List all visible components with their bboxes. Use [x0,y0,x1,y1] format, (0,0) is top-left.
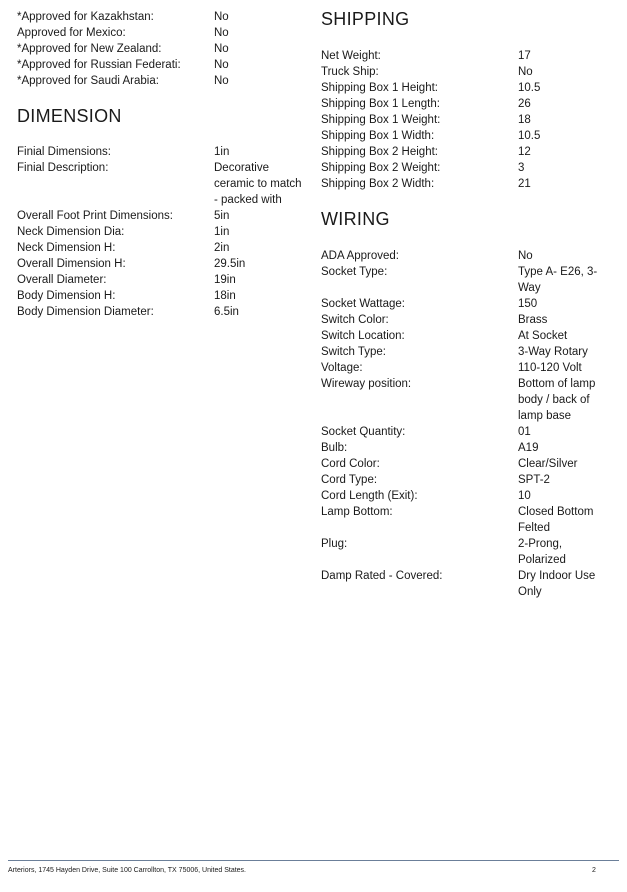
spec-row [321,440,621,456]
shipping-heading: SHIPPING [321,9,410,29]
spec-label: Damp Rated - Covered: [321,570,443,582]
spec-row [321,248,621,264]
spec-label: ADA Approved: [321,250,399,262]
spec-row [321,296,621,312]
spec-label: *Approved for New Zealand: [17,43,162,55]
spec-value: Type A- E26, 3-Way [518,266,598,294]
spec-label: Switch Color: [321,314,389,326]
spec-value: No [518,66,533,78]
spec-label: Cord Length (Exit): [321,490,418,502]
spec-value: 3 [518,162,525,174]
spec-row [321,456,621,472]
spec-label: Cord Color: [321,458,380,470]
spec-label: Lamp Bottom: [321,506,393,518]
spec-value: No [214,43,229,55]
spec-value: 10.5 [518,82,541,94]
footer-divider [8,860,619,861]
spec-value: No [518,250,533,262]
dimension-list [17,144,307,320]
spec-row [17,272,307,288]
spec-label: Shipping Box 2 Height: [321,146,438,158]
spec-row [321,128,621,144]
spec-value: 5in [214,210,230,222]
spec-row [321,344,621,360]
spec-row [321,488,621,504]
spec-row [321,328,621,344]
spec-row [321,536,621,568]
spec-row [321,424,621,440]
spec-label: Approved for Mexico: [17,27,126,39]
spec-row [321,568,621,600]
spec-value: No [214,27,229,39]
spec-row [17,224,307,240]
spec-label: Body Dimension H: [17,290,116,302]
spec-value: 12 [518,146,531,158]
spec-label: Voltage: [321,362,363,374]
spec-label: Switch Location: [321,330,405,342]
spec-row [17,25,307,41]
spec-row [17,41,307,57]
spec-row [17,304,307,320]
spec-row [17,288,307,304]
spec-value: 110-120 Volt [518,362,582,374]
spec-label: Shipping Box 1 Length: [321,98,440,110]
spec-row [321,160,621,176]
spec-value: 21 [518,178,531,190]
spec-label: *Approved for Kazakhstan: [17,11,154,23]
spec-row [321,312,621,328]
footer-address: Arteriors, 1745 Hayden Drive, Suite 100 Carrollton, TX 75006, United States. [8,867,246,874]
approvals-list [17,9,307,89]
spec-row [321,48,621,64]
spec-label: Finial Description: [17,162,109,174]
spec-label: Body Dimension Diameter: [17,306,154,318]
spec-value: 3-Way Rotary [518,346,588,358]
spec-label: Switch Type: [321,346,386,358]
spec-row [321,376,621,424]
spec-value: 1in [214,226,230,238]
spec-value: Closed Bottom Felted [518,506,594,534]
spec-label: Overall Foot Print Dimensions: [17,210,173,222]
spec-label: Shipping Box 1 Height: [321,82,438,94]
spec-label: Socket Wattage: [321,298,405,310]
spec-value: 01 [518,426,531,438]
spec-value: 150 [518,298,538,310]
spec-label: Socket Quantity: [321,426,406,438]
spec-value: Dry Indoor Use Only [518,570,596,598]
spec-row [17,144,307,160]
wiring-list [321,248,621,600]
spec-label: Neck Dimension Dia: [17,226,125,238]
spec-value: 19in [214,274,236,286]
spec-label: Neck Dimension H: [17,242,116,254]
spec-value: 1in [214,146,230,158]
spec-value: Decorative ceramic to match - packed with [214,162,302,206]
spec-label: Truck Ship: [321,66,379,78]
spec-row [321,504,621,536]
spec-row [17,240,307,256]
spec-value: 17 [518,50,531,62]
spec-label: Shipping Box 2 Width: [321,178,435,190]
spec-value: Clear/Silver [518,458,578,470]
spec-value: No [214,11,229,23]
spec-label: Bulb: [321,442,348,454]
spec-value: 10 [518,490,531,502]
spec-row [17,57,307,73]
spec-value: No [214,75,229,87]
spec-value: 6.5in [214,306,239,318]
spec-label: Net Weight: [321,50,381,62]
spec-label: Wireway position: [321,378,412,390]
spec-row [17,9,307,25]
spec-value: 18in [214,290,236,302]
spec-value: At Socket [518,330,568,342]
spec-row [321,472,621,488]
spec-row [321,96,621,112]
spec-value: Brass [518,314,548,326]
spec-label: *Approved for Saudi Arabia: [17,75,159,87]
spec-label: Overall Dimension H: [17,258,126,270]
spec-value: 18 [518,114,531,126]
spec-label: Plug: [321,538,348,550]
spec-label: Finial Dimensions: [17,146,111,158]
spec-value: Bottom of lamp body / back of lamp base [518,378,596,422]
spec-row [17,160,307,208]
spec-row [17,73,307,89]
spec-value: 2-Prong, Polarized [518,538,566,566]
spec-label: Overall Diameter: [17,274,107,286]
wiring-heading: WIRING [321,209,390,229]
spec-row [321,64,621,80]
spec-row [321,360,621,376]
spec-row [321,144,621,160]
spec-row [321,80,621,96]
spec-value: A19 [518,442,539,454]
spec-row [321,112,621,128]
spec-row [321,264,621,296]
spec-label: Shipping Box 2 Weight: [321,162,441,174]
spec-label: Shipping Box 1 Weight: [321,114,441,126]
page-number: 2 [592,867,596,874]
spec-value: No [214,59,229,71]
spec-value: SPT-2 [518,474,550,486]
spec-label: Socket Type: [321,266,388,278]
spec-row [321,176,621,192]
spec-row [17,208,307,224]
spec-value: 10.5 [518,130,541,142]
shipping-list [321,48,621,192]
spec-label: Cord Type: [321,474,378,486]
spec-value: 29.5in [214,258,246,270]
spec-value: 2in [214,242,230,254]
dimension-heading: DIMENSION [17,106,122,126]
spec-value: 26 [518,98,531,110]
spec-label: *Approved for Russian Federati: [17,59,181,71]
spec-row [17,256,307,272]
spec-label: Shipping Box 1 Width: [321,130,435,142]
